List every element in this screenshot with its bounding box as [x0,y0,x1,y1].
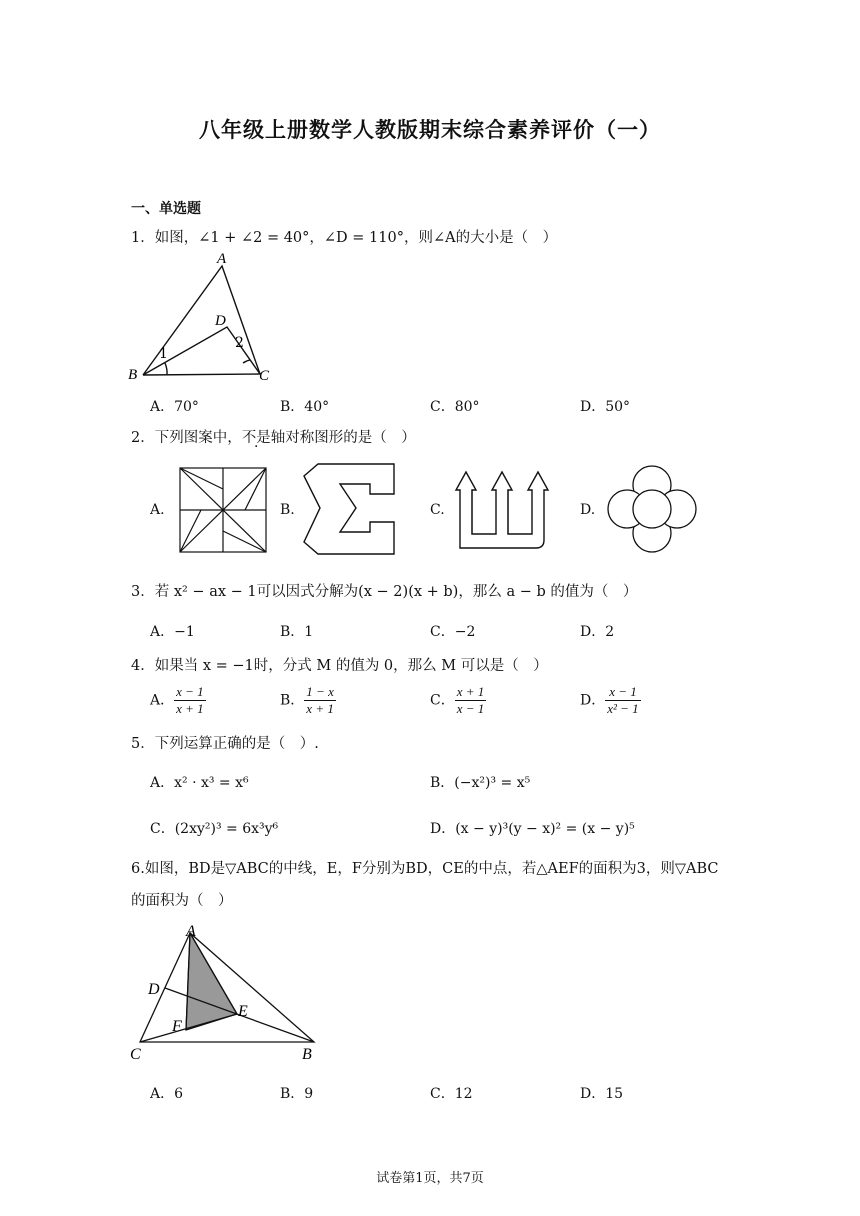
q1-option-d: D．50° [580,399,631,415]
q5-option-a: A．x² · x³ = x⁶ [150,775,249,791]
q4-option-c: C． $\frac{x + 1}{x - 1}$ [430,684,485,716]
q2-option-c-label: C. [430,502,445,518]
q1-base-bc [143,374,260,375]
q4-option-d: D． $\frac{x - 1}{\text{x² − 1}}$ [580,684,639,716]
q1-label-2: 2 [235,335,244,351]
q3-option-a: A．−1 [150,624,195,640]
q6-option-c: C．12 [430,1086,473,1102]
q1-option-c: C．80° [430,399,480,415]
q4-stem: 4．如果当 x = −1时，分式 M 的值为 0，那么 M 可以是（ ） [131,658,548,674]
q6-label-e: E [238,1003,248,1020]
q2-stem-emphasis: 不是 [241,430,271,446]
q1-option-b: B．40° [280,399,330,415]
q1-triangle-figure [125,250,285,390]
q1-angle1-arc [165,363,167,375]
q6-label-a: A [186,923,196,940]
q2-sigma-figure [302,462,398,556]
q1-label-d: D [215,313,226,329]
q6-stem-line2: 的面积为（ ） [131,893,233,909]
q1-label-b: B [128,367,138,383]
page-footer: 试卷第1页，共7页 [376,1171,484,1186]
q2-trident-figure [452,468,550,550]
q2-option-b-label: B. [280,502,295,518]
q5-option-c: C．(2xy²)³ = 6x³y⁶ [150,821,279,837]
q2-option-a-label: A. [150,502,165,518]
q3-option-b: B．1 [280,624,314,640]
q3-option-d: D．2 [580,624,615,640]
q4-option-b: B． $\frac{1 - x}{x + 1}$ [280,684,334,716]
q6-label-b: B [302,1046,312,1063]
q1-label-a: A [217,251,227,267]
q6-label-c: C [130,1046,141,1063]
q2-option-d-label: D. [580,502,596,518]
page-title: 八年级上册数学人教版期末综合素养评价（一） [199,117,661,142]
q6-option-a: A．6 [150,1086,184,1102]
q6-label-d: D [148,981,160,998]
q1-option-a: A．70° [150,399,199,415]
q6-option-d: D．15 [580,1086,624,1102]
q6-shaded-aef [186,933,237,1030]
q1-label-1: 1 [159,346,168,362]
q4-option-a: A． $\frac{x - 1}{x + 1}$ [150,684,204,716]
q6-label-f: F [172,1018,182,1035]
q1-stem: 1．如图，∠1 + ∠2 = 40°，∠D = 110°，则∠A的大小是（ ） [131,230,558,246]
q5-option-d: D．(x − y)³(y − x)² = (x − y)⁵ [430,821,635,837]
q1-angle2-arc [243,360,250,363]
q6-stem-line1: 6.如图，BD是▽ABC的中线，E，F分别为BD，CE的中点，若△AEF的面积为3，则▽ABC [131,861,719,877]
q6-triangle-abc [140,933,314,1042]
section-heading: 一、单选题 [131,201,201,217]
q6-option-b: B．9 [280,1086,314,1102]
q2-pinwheel-figure [178,466,268,554]
q5-option-b: B．(−x²)³ = x⁵ [430,775,531,791]
q2-flower-figure [606,464,698,554]
q5-stem: 5．下列运算正确的是（ ）. [131,736,319,752]
q2-stem: 2．下列图案中，不是轴对称图形的是（ ） [131,430,416,446]
q6-triangle-figure [126,918,326,1066]
q3-option-c: C．−2 [430,624,476,640]
q3-stem: 3．若 x² − ax − 1可以因式分解为(x − 2)(x + b)，那么 a − b 的值为（ ） [131,584,638,600]
q1-label-c: C [259,368,270,384]
